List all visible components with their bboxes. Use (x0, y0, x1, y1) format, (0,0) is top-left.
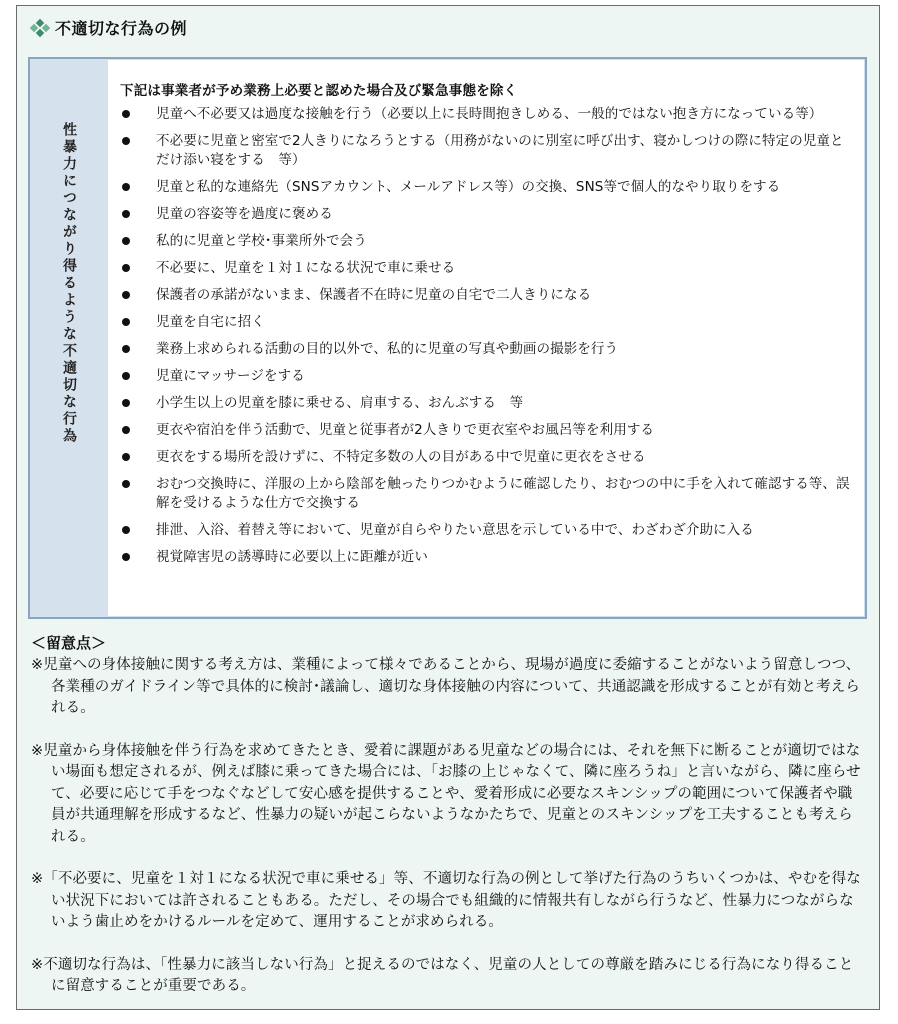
list-item: 児童を自宅に招く (120, 313, 855, 332)
bullet-icon (122, 399, 130, 407)
notes-heading: ＜留意点＞ (31, 634, 107, 652)
bullet-icon (122, 553, 130, 561)
list-item: 業務上求められる活動の目的以外で、私的に児童の写真や動画の撮影を行う (120, 340, 855, 359)
list-item: 小学生以上の児童を膝に乗せる、肩車する、おんぶする 等 (120, 394, 855, 413)
bullet-icon (122, 137, 130, 145)
bullet-icon (122, 372, 130, 380)
list-item: 児童と私的な連絡先（SNSアカウント、メールアドレス等）の交換、SNS等で個人的なやり取りをする (120, 178, 855, 197)
bullet-icon (122, 210, 130, 218)
side-label-column (30, 59, 108, 617)
lead-text: 下記は事業者が予め業務上必要と認めた場合及び緊急事態を除く (120, 83, 518, 99)
note-paragraph: ※児童から身体接触を伴う行為を求めてきたとき、愛着に課題がある児童などの場合には、それを無下に断ることが適切ではない場面も想定されるが、例えば膝に乗ってきた場合には、「お膝の上じゃなくて、隣に座ろうね」と言いながら、隣に座らせて、必要に応じて手をつなぐなどして安心感を提供することや、愛着形成に必要なスキンシップの範囲について保護者や職員が共通理解を形成するなど、性暴力の疑いが起こらないようなかたちで、児童とのスキンシップを工夫することも考えられる。 (31, 742, 861, 845)
list-item: 児童へ不必要又は過度な接触を行う（必要以上に長時間抱きしめる、一般的ではない抱き方になっている等） (120, 105, 855, 124)
bullet-icon (122, 526, 130, 534)
list-item: おむつ交換時に、洋服の上から陰部を触ったりつかむように確認したり、おむつの中に手を入れて確認する等、誤解を受けるような仕方で交換する (120, 475, 855, 513)
bullet-icon (122, 453, 130, 461)
examples-list (120, 105, 855, 567)
bullet-icon (122, 110, 130, 118)
examples-content (120, 79, 855, 575)
side-label: 性暴力につながり得るような不適切な行為 (61, 121, 77, 445)
list-item: 不必要に児童と密室で2人きりになろうとする（用務がないのに別室に呼び出す、寝かしつけの際に特定の児童とだけ添い寝をする 等） (120, 132, 855, 170)
list-item: 排泄、入浴、着替え等において、児童が自らやりたい意思を示している中で、わざわざ介助に入る (120, 521, 855, 540)
list-item: 更衣や宿泊を伴う活動で、児童と従事者が2人きりで更衣室やお風呂等を利用する (120, 421, 855, 440)
note-paragraph: ※「不必要に、児童を１対１になる状況で車に乗せる」等、不適切な行為の例として挙げた行為のうちいくつかは、やむを得ない状況下においては許されることもある。ただし、その場合でも組織的に情報共有しながら行うなど、性暴力につながらないよう歯止めをかけるルールを定めて、運用することが求められる。 (31, 871, 861, 930)
list-item: 保護者の承諾がないまま、保護者不在時に児童の自宅で二人きりになる (120, 286, 855, 305)
bullet-icon (122, 345, 130, 353)
section-title-text: 不適切な行為の例 (55, 19, 188, 38)
bullet-icon (122, 318, 130, 326)
bullet-icon (122, 426, 130, 434)
list-item: 児童の容姿等を過度に褒める (120, 205, 855, 224)
bullet-icon (122, 183, 130, 191)
examples-box (28, 57, 867, 619)
bullet-icon (122, 480, 130, 488)
list-item: 更衣をする場所を設けずに、不特定多数の人の目がある中で児童に更衣をさせる (120, 448, 855, 467)
section-title (31, 16, 187, 39)
four-diamonds-icon (31, 20, 49, 36)
bullet-icon (122, 291, 130, 299)
notes-section (31, 632, 865, 1019)
note-paragraph: ※不適切な行為は、「性暴力に該当しない行為」と捉えるのではなく、児童の人としての尊厳を踏みにじる行為になり得ることに留意することが重要である。 (31, 956, 854, 994)
bullet-icon (122, 264, 130, 272)
list-item: 視覚障害児の誘導時に必要以上に距離が近い (120, 548, 855, 567)
bullet-icon (122, 237, 130, 245)
note-paragraph: ※児童への身体接触に関する考え方は、業種によって様々であることから、現場が過度に委縮することがないよう留意しつつ、各業種のガイドライン等で具体的に検討･議論し、適切な身体接触の内容について、共通認識を形成することが有効と考えられる。 (31, 657, 861, 716)
list-item: 私的に児童と学校･事業所外で会う (120, 232, 855, 251)
list-item: 児童にマッサージをする (120, 367, 855, 386)
list-item: 不必要に、児童を１対１になる状況で車に乗せる (120, 259, 855, 278)
section-panel (16, 5, 880, 1010)
